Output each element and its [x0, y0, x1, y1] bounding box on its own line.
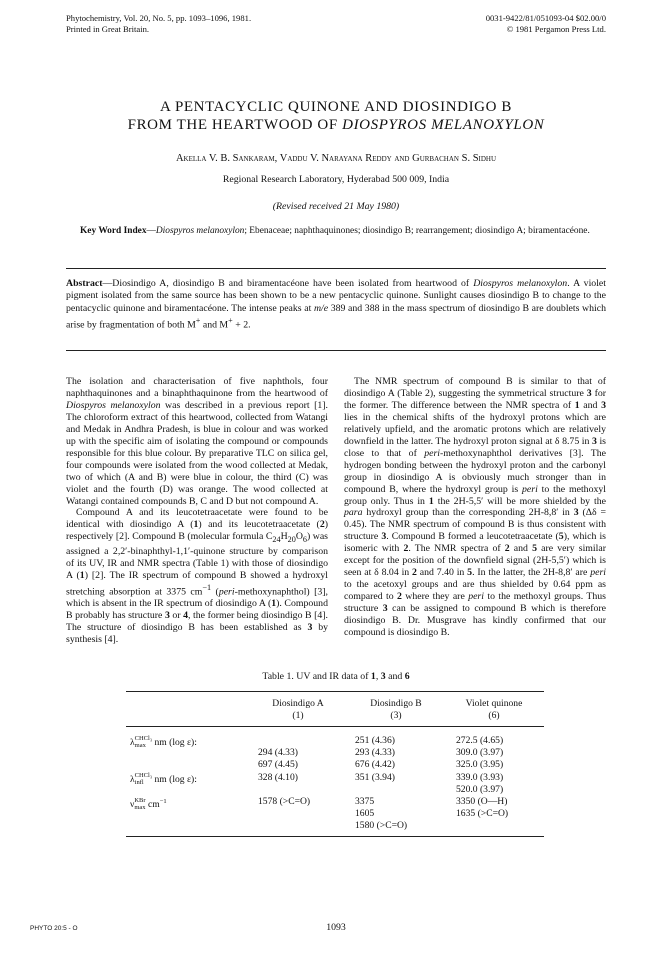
- table-header-rule: [126, 726, 544, 727]
- journal-header: [66, 13, 251, 35]
- compound-number: 3: [586, 387, 592, 399]
- footer-code: PHYTO 20:5 - O: [30, 925, 78, 932]
- body-left-column: [66, 376, 328, 646]
- abstract-top-rule: [66, 268, 606, 269]
- text: The NMR spectrum of compound B is similar to that of diosindigo A (Table 2), suggesting the symmetrical structure: [344, 376, 606, 399]
- author-sep: and: [391, 153, 413, 164]
- column-compound: (6): [488, 710, 500, 722]
- text: ) was assigned a 2,2′-binaphthyl-1,1′-quinone structure by comparison of its UV, IR and NMR spectra (Table 1) with those of diosindigo A (: [66, 531, 328, 582]
- abstract-text: —Diosindigo A, diosindigo B and biramentacéone have been isolated from heartwood of: [102, 278, 474, 289]
- abstract-sup: +: [195, 316, 201, 326]
- label-scripts: [135, 735, 152, 749]
- text: to the acetoxyl groups and are thus shielded by 0.64 ppm as compared to: [344, 579, 606, 603]
- table-cell: [355, 784, 407, 796]
- label-text: ν: [130, 799, 135, 811]
- column-name: Violet quinone: [465, 698, 523, 709]
- compound-number: 2: [403, 543, 409, 555]
- issn-code: 0031-9422/81/051093-04 $02.00/0: [485, 13, 606, 23]
- table-cell: 3350 (O—H): [456, 795, 508, 807]
- superscript: −1: [202, 583, 212, 593]
- compound-number: 1: [370, 671, 376, 682]
- author-1: Akella V. B. Sankaram: [175, 153, 275, 164]
- title-line-2-prefix: FROM THE HEARTWOOD OF: [127, 117, 343, 133]
- compound-number: 6: [404, 671, 410, 682]
- table-bottom-rule: [126, 836, 544, 837]
- paragraph: [66, 507, 328, 646]
- row-label-uv-max: [130, 735, 197, 749]
- body-right-column: [344, 376, 606, 639]
- text: and 7.40 in: [416, 567, 468, 579]
- table-cell: 1578 (>C=O): [258, 795, 311, 807]
- keyword-terms: ; Ebenaceae; naphthaquinones; diosindigo B; rearrangement; diosindigo A; biramentacéone.: [244, 226, 590, 236]
- label-text: λ: [130, 737, 135, 748]
- text: and: [509, 543, 533, 555]
- text: . In the latter, the 2H-8,8′ are: [472, 567, 591, 579]
- label-sub: max: [134, 804, 146, 812]
- paragraph: [66, 376, 328, 507]
- compound-number: 1: [193, 519, 199, 531]
- printed-in: Printed in Great Britain.: [66, 24, 150, 34]
- text: Compound A and its leucotetraacetate were found to be identical with diosindigo A (: [66, 507, 328, 531]
- compound-number: 1: [79, 570, 85, 582]
- table-cell: 351 (3.94): [355, 771, 395, 783]
- compound-number: 2: [504, 543, 510, 555]
- revised-date: (Revised received 21 May 1980): [272, 201, 400, 212]
- table-column-header: [444, 698, 544, 722]
- text: H: [280, 531, 288, 543]
- table-column-diosindigo-b: [355, 735, 407, 833]
- text: by synthesis [4].: [66, 622, 329, 646]
- label-text: nm (log ε):: [152, 737, 197, 748]
- abstract-species: Diospyros melanoxylon: [473, 278, 568, 289]
- text: . The NMR spectra of: [408, 543, 505, 555]
- column-compound: (1): [292, 710, 304, 722]
- table-column-header: [248, 698, 348, 722]
- abstract-text: and M: [200, 319, 229, 331]
- table-cell: 293 (4.33): [355, 747, 395, 759]
- table-cell: 309.0 (3.97): [456, 747, 504, 759]
- compound-number: 1: [574, 399, 580, 411]
- text: ). Compound B probably has structure: [66, 598, 328, 622]
- author-list: [60, 153, 612, 164]
- text: is close to that of: [344, 435, 606, 459]
- label-scripts: [135, 772, 152, 786]
- text: , the former being diosindigo B [4]. The structure of diosindigo B has been established as: [66, 610, 328, 634]
- paragraph: [344, 376, 606, 639]
- page-number: 1093: [326, 922, 346, 933]
- table-cell: 325.0 (3.95): [456, 759, 504, 771]
- text: to the methoxyl group only. Thus in: [344, 483, 606, 507]
- text: to the methoxyl groups. Thus structure: [344, 591, 606, 615]
- abstract: [66, 278, 606, 332]
- subscript: 20: [287, 535, 296, 545]
- text: -methoxynaphthol derivatives [3]. The hydrogen bonding between the hydroxyl proton and the carbonyl group in diosindigo A is obviously much stronger than in compound B, where the hydroxyl group is: [344, 447, 606, 495]
- label-text: nm (log ε):: [152, 774, 197, 785]
- text: can be assigned to compound B which is therefore diosindigo B. Dr. Musgrave has kindly confirmed that our compound is diosindigo B.: [344, 603, 606, 639]
- abstract-bottom-rule: [66, 350, 606, 351]
- keyword-species: Diospyros melanoxylon: [155, 226, 245, 236]
- text: for the former. The difference between the NMR spectra of: [344, 387, 606, 411]
- compound-number: 3: [307, 622, 313, 634]
- label-scripts: [134, 797, 145, 811]
- text: (: [211, 586, 219, 598]
- label-sup: KBr: [134, 797, 146, 805]
- abstract-text: 389 and 388 in the mass spectrum of diosindigo B are doublets which arise by fragmentation of both M: [66, 302, 606, 331]
- table-cell: 1605: [355, 808, 375, 820]
- table-cell: 676 (4.42): [355, 759, 395, 771]
- compound-number: 5: [467, 567, 473, 579]
- table-cell: 1635 (>C=O): [456, 808, 509, 820]
- table-cell: 1580 (>C=O): [355, 820, 408, 832]
- text: hydroxyl group than the corresponding 2H-8,8′ in: [362, 507, 574, 519]
- table-top-rule: [126, 691, 544, 692]
- table-column-diosindigo-a: [258, 735, 310, 808]
- label-sub: max: [134, 742, 146, 749]
- author-2: Vaddu V. Narayana Reddy: [279, 153, 392, 164]
- table-cell: 294 (4.33): [258, 747, 298, 759]
- abstract-text: + 2.: [232, 319, 251, 331]
- author-sep: ,: [274, 153, 280, 164]
- italic-term: peri: [522, 483, 538, 495]
- text: ) respectively [2]. Compound B (molecular formula C: [66, 519, 328, 543]
- compound-number: 5: [558, 531, 564, 543]
- abstract-label: Abstract: [66, 278, 103, 289]
- table-cell: 3375: [355, 795, 375, 807]
- column-name: Diosindigo A: [272, 698, 324, 709]
- row-label-ir: [130, 796, 167, 811]
- table-cell: 251 (4.36): [355, 735, 395, 746]
- text: -methoxynaphthol) [3], which is absent in the IR spectrum of diosindigo A (: [66, 586, 329, 610]
- compound-number: 1: [428, 495, 434, 507]
- text: where they are: [401, 591, 469, 603]
- table-cell: [258, 735, 310, 747]
- table-column-header: [346, 698, 446, 722]
- text: . Compound B formed a leucotetraacetate (: [386, 531, 559, 543]
- compound-number: 3: [601, 399, 606, 411]
- affiliation: Regional Research Laboratory, Hyderabad 500 009, India: [222, 174, 450, 185]
- text: ) [2]. The IR spectrum of compound B showed a hydroxyl stretching absorption at 3375 cm: [66, 570, 328, 598]
- subscript: 24: [272, 535, 281, 545]
- italic-term: peri: [218, 586, 235, 598]
- label-text: λ: [130, 774, 135, 785]
- compound-number: 3: [382, 603, 388, 615]
- keyword-index: [80, 226, 592, 238]
- text: O: [295, 531, 303, 543]
- column-compound: (3): [390, 710, 402, 722]
- table-cell: 328 (4.10): [258, 771, 298, 783]
- italic-term: peri: [424, 447, 441, 459]
- column-name: Diosindigo B: [370, 698, 422, 709]
- table-cell: [258, 784, 310, 796]
- table-cell: 520.0 (3.97): [456, 783, 504, 795]
- text: was described in a previous report [1]. The chloroform extract of this heartwood, collected from Watangi and Medak in Andhra Pradesh, is blue in colour and was worked up with the specific aim of isolating the compound or compounds responsible for this blue colour. By preparative TLC on silica gel, four compounds were isolated from the wood collected at Medak, two of which (A and B) were blue in colour, the third (C) was violet and the fourth (D) was orange. The wood collected at Watangi contained compounds B, C and D but not compound A.: [66, 399, 329, 507]
- compound-number: 2: [319, 519, 325, 531]
- text: ), which is isomeric with: [344, 531, 606, 555]
- compound-number: 1: [271, 598, 277, 610]
- table-caption: [66, 671, 606, 682]
- abstract-sup: +: [228, 316, 233, 326]
- caption-text: Table 1. UV and IR data of: [262, 671, 371, 682]
- table-column-violet-quinone: [456, 735, 508, 820]
- caption-text: and: [385, 671, 405, 682]
- text: or: [169, 610, 184, 622]
- label-sup: CHCl₃: [134, 735, 153, 742]
- row-label-uv-infl: [130, 772, 197, 786]
- text: ) and its leucotetraacetate (: [198, 519, 320, 531]
- compound-number: 3: [380, 671, 386, 682]
- label-text: cm: [145, 799, 160, 811]
- paper-title: [60, 98, 612, 134]
- species-name: Diospyros melanoxylon: [66, 399, 161, 411]
- italic-term: para: [344, 507, 363, 519]
- keyword-dash: —: [146, 226, 156, 236]
- compound-number: 3: [573, 507, 579, 519]
- italic-term: peri: [590, 567, 606, 579]
- compound-number: 3: [591, 435, 597, 447]
- compound-number: 3: [164, 610, 170, 622]
- label-sup: CHCl₃: [134, 772, 153, 779]
- title-line-1: A PENTACYCLIC QUINONE AND DIOSINDIGO B: [159, 99, 512, 115]
- journal-citation: Phytochemistry, Vol. 20, No. 5, pp. 1093–1096, 1981.: [66, 13, 252, 23]
- text: and: [579, 399, 602, 411]
- title-species: DIOSPYROS MELANOXYLON: [342, 117, 545, 133]
- table-cell: 272.5 (4.65): [456, 735, 504, 746]
- publisher-header: [406, 13, 606, 35]
- table-cell: 339.0 (3.93): [456, 771, 504, 783]
- copyright: © 1981 Pergamon Press Ltd.: [506, 24, 606, 34]
- table-cell: 697 (4.45): [258, 759, 298, 771]
- text: (Δδ = 0.45). The NMR spectrum of compound B is thus consistent with structure: [344, 507, 606, 543]
- italic-term: peri: [468, 591, 484, 603]
- subscript: 6: [302, 535, 307, 545]
- title-line-2: [60, 116, 612, 134]
- author-3: Gurbachan S. Sidhu: [412, 153, 497, 164]
- abstract-text: . A violet pigment isolated from the same source has been shown to be a new pentacyclic quinone. Sunlight causes diosindigo B to change to the pentacyclic quinone and biramentacéone. The intense peaks at: [66, 278, 606, 314]
- compound-number: 2: [412, 567, 417, 579]
- label-sup: −1: [159, 798, 167, 805]
- caption-text: ,: [375, 671, 381, 682]
- compound-number: 4: [183, 610, 189, 622]
- text: are very similar except for the position of the downfield signal (2H-5,5′) which is seen at δ 8.04 in: [344, 543, 606, 579]
- text: The isolation and characterisation of five naphthols, four naphthaquinones and a binaphthaquinone from the heartwood of: [66, 376, 328, 399]
- text: the 2H-5,5′ will be more shielded by the: [433, 495, 606, 507]
- compound-number: 2: [397, 591, 402, 603]
- abstract-mz: m/e: [313, 302, 329, 314]
- keyword-label: Key Word Index: [80, 226, 147, 236]
- compound-number: 3: [381, 531, 387, 543]
- label-sub: infl: [134, 779, 144, 786]
- compound-number: 5: [532, 543, 537, 555]
- text: lies in the chemical shifts of the hydroxyl protons which are relatively upfield, and the aromatic protons which are relatively downfield in the latter. The hydroxyl proton signal at δ 8.75 in: [344, 411, 606, 447]
